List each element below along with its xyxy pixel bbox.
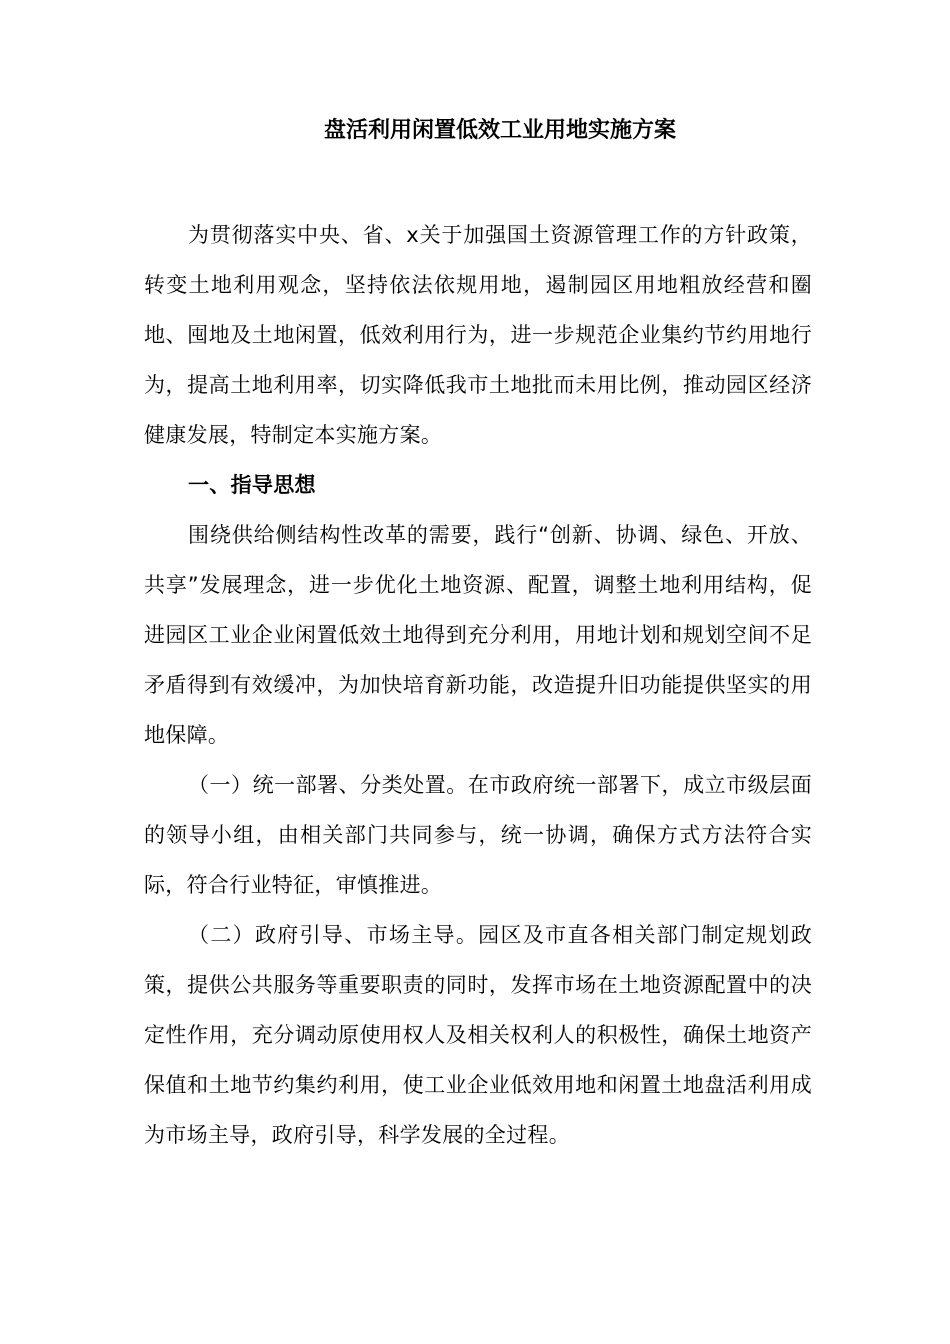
document-body [144, 210, 812, 1160]
section-heading-guiding-ideology: 一、指导思想 [188, 473, 316, 497]
intro-paragraph: 为贯彻落实中央、省、x关于加强国土资源管理工作的方针政策，转变土地利用观念，坚持依法依规用地，遏制园区用地粗放经营和圈地、囤地及土地闲置，低效利用行为，进一步规范企业集约节约用地行为，提高土地利用率，切实降低我市土地批而未用比例，推动园区经济健康发展，特制定本实施方案。 [144, 223, 812, 447]
document-title: 盘活利用闲置低效工业用地实施方案 [323, 118, 676, 143]
principle-one-paragraph: （一）统一部署、分类处置。在市政府统一部署下，成立市级层面的领导小组，由相关部门共同参与，统一协调，确保方式方法符合实际，符合行业特征，审慎推进。 [144, 773, 812, 897]
principle-two-paragraph: （二）政府引导、市场主导。园区及市直各相关部门制定规划政策，提供公共服务等重要职责的同时，发挥市场在土地资源配置中的决定性作用，充分调动原使用权人及相关权利人的积极性，确保土地资产保值和土地节约集约利用，使工业企业低效用地和闲置土地盘活利用成为市场主导，政府引导，科学发展的全过程。 [144, 923, 812, 1147]
guiding-ideology-paragraph: 围绕供给侧结构性改革的需要，践行“创新、协调、绿色、开放、共享”发展理念，进一步优化土地资源、配置，调整土地利用结构，促进园区工业企业闲置低效土地得到充分利用，用地计划和规划空间不足矛盾得到有效缓冲，为加快培育新功能，改造提升旧功能提供坚实的用地保障。 [144, 523, 812, 747]
